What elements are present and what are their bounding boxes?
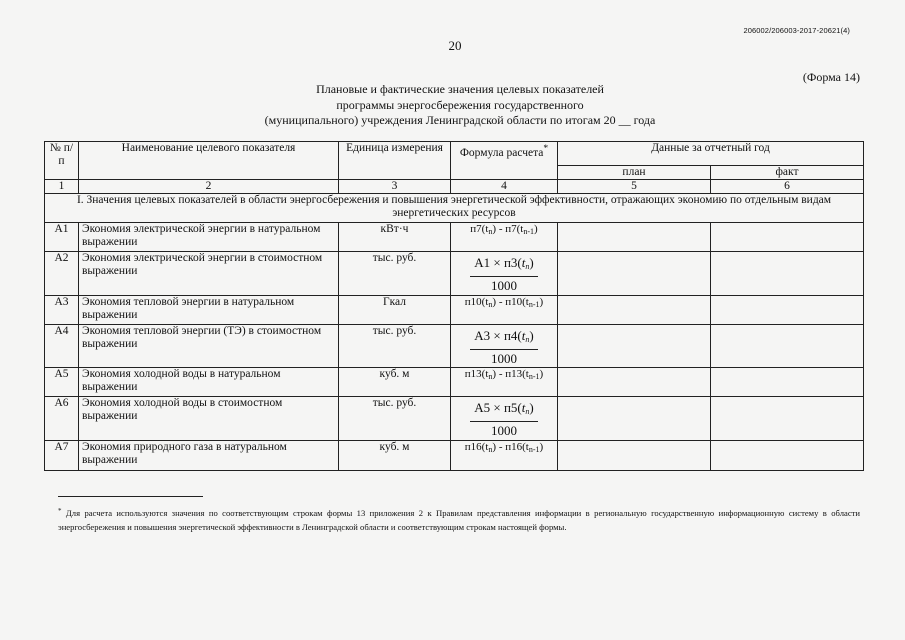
header-num: № п/п <box>45 142 79 180</box>
column-number: 6 <box>711 180 864 194</box>
formula-term-a: п7 <box>470 222 482 235</box>
row-number: А7 <box>45 440 79 470</box>
numerator-var: t <box>521 327 526 343</box>
formula-cell <box>451 397 558 440</box>
column-number: 1 <box>45 180 79 194</box>
section-row <box>45 194 864 222</box>
indicator-name: Экономия тепловой энергии в натуральном выражении <box>79 296 339 324</box>
formula-term-b: п13 <box>505 368 523 381</box>
formula-term-a: п13 <box>464 368 482 381</box>
column-numbers-row <box>45 180 864 194</box>
fact-cell[interactable] <box>711 251 864 295</box>
header-period: Данные за отчетный год <box>558 142 864 166</box>
numerator-prefix: А5 × п5( <box>474 400 522 416</box>
unit-cell: тыс. руб. <box>339 397 451 440</box>
fact-cell[interactable] <box>711 324 864 367</box>
numerator-suffix: ) <box>529 400 534 416</box>
numerator-sub: n <box>525 407 530 417</box>
unit-cell: тыс. руб. <box>339 324 451 367</box>
row-number: А4 <box>45 324 79 367</box>
page-number: 20 <box>448 38 462 53</box>
numerator-suffix: ) <box>529 327 534 343</box>
formula-fraction <box>453 325 555 367</box>
table-row <box>45 296 864 324</box>
header-name: Наименование целевого показателя <box>79 142 339 180</box>
header-unit: Единица измерения <box>339 142 451 180</box>
footnote-mark: * <box>543 143 549 154</box>
formula-fraction <box>453 397 555 439</box>
numerator-sub: n <box>525 261 530 271</box>
indicator-name: Экономия электрической энергии в натуральном выражении <box>79 222 339 251</box>
title-line: программы энергосбережения государственного <box>336 97 584 112</box>
column-number: 4 <box>451 180 558 194</box>
footnote <box>58 504 860 534</box>
plan-cell[interactable] <box>558 324 711 367</box>
formula-cell: $п16(t_n) - п16(t_{n-1})$ <box>451 440 558 470</box>
indicators-table <box>44 141 864 471</box>
footnote-text: Для расчета используются значения по соответствующим строкам формы 13 приложения 2 к Правилам представления информации в региональную государственную информационную систему в области энергосбережения и повышения энергетической эффективности в Ленинградской области и соответствующим строкам настоящей формы. <box>58 508 860 532</box>
section-title: I. Значения целевых показателей в области энергосбережения и повышения энергетической эффективности, отражающих экономию по отдельным видам энергетических ресурсов <box>45 194 864 222</box>
table-row <box>45 251 864 295</box>
column-number: 2 <box>79 180 339 194</box>
footnote-divider <box>58 496 203 497</box>
row-number: А6 <box>45 397 79 440</box>
title-line: (муниципального) учреждения Ленинградской области по итогам 20 __ года <box>264 113 656 127</box>
row-number: А1 <box>45 222 79 251</box>
table-row <box>45 324 864 367</box>
numerator-sub: n <box>525 334 530 344</box>
formula-cell: $п10(t_n) - п10(t_{n-1})$ <box>451 296 558 324</box>
formula-term-b: п10 <box>505 296 523 309</box>
fact-cell[interactable] <box>711 296 864 324</box>
indicator-name: Экономия природного газа в натуральном выражении <box>79 440 339 470</box>
formula-cell <box>451 324 558 367</box>
plan-cell[interactable] <box>558 368 711 397</box>
numerator-suffix: ) <box>529 254 534 270</box>
document-title <box>150 82 770 129</box>
fact-cell[interactable] <box>711 222 864 251</box>
title-line: Плановые и фактические значения целевых показателей <box>316 82 604 96</box>
plan-cell[interactable] <box>558 222 711 251</box>
plan-cell[interactable] <box>558 251 711 295</box>
formula-cell <box>451 251 558 295</box>
header-plan: план <box>558 166 711 180</box>
unit-cell: куб. м <box>339 368 451 397</box>
numerator-prefix: А1 × п3( <box>474 254 522 270</box>
formula-term-b: п7 <box>505 222 517 235</box>
numerator-var: t <box>521 254 526 270</box>
formula-numerator <box>470 325 537 350</box>
table-row <box>45 440 864 470</box>
unit-cell: Гкал <box>339 296 451 324</box>
fact-cell[interactable] <box>711 397 864 440</box>
unit-cell: кВт·ч <box>339 222 451 251</box>
row-number: А5 <box>45 368 79 397</box>
fact-cell[interactable] <box>711 440 864 470</box>
table-row <box>45 368 864 397</box>
plan-cell[interactable] <box>558 296 711 324</box>
plan-cell[interactable] <box>558 397 711 440</box>
column-number: 3 <box>339 180 451 194</box>
formula-numerator <box>470 397 537 422</box>
form-label: (Форма 14) <box>802 70 860 84</box>
indicator-name: Экономия тепловой энергии (ТЭ) в стоимостном выражении <box>79 324 339 367</box>
header-formula <box>451 142 558 180</box>
fact-cell[interactable] <box>711 368 864 397</box>
footnote-mark: * <box>58 507 62 515</box>
row-number: А3 <box>45 296 79 324</box>
unit-cell: куб. м <box>339 440 451 470</box>
table-header-row <box>45 142 864 166</box>
numerator-var: t <box>521 400 526 416</box>
indicator-name: Экономия холодной воды в стоимостном выражении <box>79 397 339 440</box>
numerator-prefix: А3 × п4( <box>474 327 522 343</box>
formula-cell: $п13(t_n) - п13(t_{n-1})$ <box>451 368 558 397</box>
formula-cell: $п7(t_n) - п7(t_{n-1})$ <box>451 222 558 251</box>
unit-cell: тыс. руб. <box>339 251 451 295</box>
header-fact: факт <box>711 166 864 180</box>
formula-denominator: 1000 <box>491 277 517 293</box>
formula-denominator: 1000 <box>491 423 517 439</box>
row-number: А2 <box>45 251 79 295</box>
formula-term-a: п16 <box>464 440 482 453</box>
formula-term-b: п16 <box>505 440 523 453</box>
table-row <box>45 222 864 251</box>
header-formula-label: Формула расчета <box>459 146 544 159</box>
table-row <box>45 397 864 440</box>
column-number: 5 <box>558 180 711 194</box>
formula-numerator <box>470 252 537 277</box>
indicator-name: Экономия электрической энергии в стоимостном выражении <box>79 251 339 295</box>
plan-cell[interactable] <box>558 440 711 470</box>
formula-term-a: п10 <box>464 296 482 309</box>
document-code: 206002/206003-2017-20621(4) <box>743 26 850 35</box>
indicator-name: Экономия холодной воды в натуральном выражении <box>79 368 339 397</box>
formula-denominator: 1000 <box>491 350 517 366</box>
formula-fraction <box>453 252 555 294</box>
